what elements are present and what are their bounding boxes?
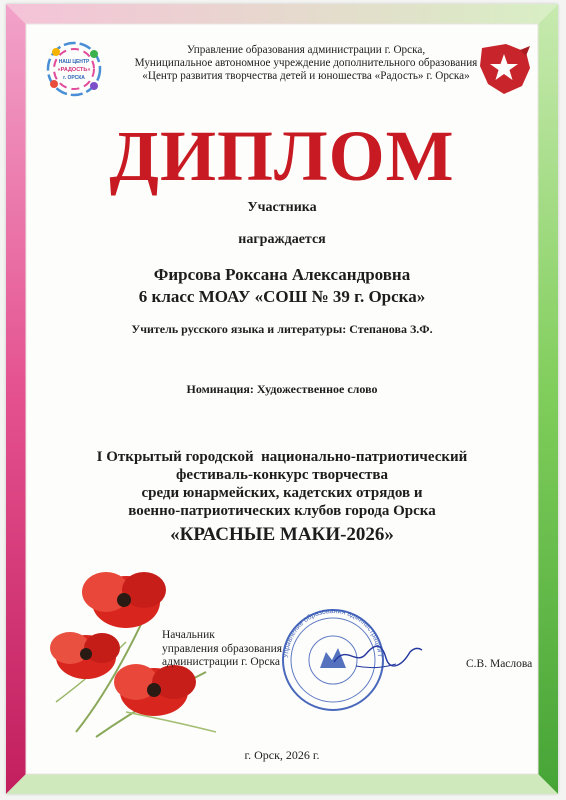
- recipient-name: Фирсова Роксана Александровна: [153, 265, 411, 284]
- event-line-1: I Открытый городской национально-патриотический: [96, 449, 468, 465]
- event-line-2: фестиваль-конкурс творчества: [176, 467, 388, 483]
- center-logo: [44, 38, 104, 100]
- teacher-line: Учитель русского языка и литературы: Степанова З.Ф.: [131, 322, 433, 336]
- svg-text:г. ОРСКА: г. ОРСКА: [63, 75, 85, 81]
- event-description: [6, 448, 558, 520]
- header-line-2: Муниципальное автономное учреждение дополнительного образования: [134, 57, 478, 69]
- handwritten-signature: [326, 636, 426, 676]
- signatory-name: С.В. Маслова: [466, 658, 533, 670]
- event-name: «КРАСНЫЕ МАКИ-2026»: [170, 524, 394, 545]
- stamp-text: Управление образования администрации г: [282, 607, 383, 659]
- diploma-sheet: [6, 4, 558, 794]
- recipient-school: 6 класс МОАУ «СОШ № 39 г. Орска»: [138, 287, 426, 306]
- signatory-title-2: управления образования: [162, 642, 283, 655]
- signatory-title: [162, 629, 282, 670]
- signatory-title-1: Начальник: [162, 629, 215, 641]
- nomination: Номинация: Художественное слово: [186, 382, 378, 396]
- place-and-date: г. Орск, 2026 г.: [244, 748, 320, 762]
- header-line-3: «Центр развития творчества детей и юношества «Радость» г. Орска»: [142, 70, 470, 82]
- event-line-4: военно-патриотических клубов города Орска: [128, 503, 436, 519]
- signatory-title-3: администрации г. Орска: [162, 656, 281, 668]
- header-organization: [126, 44, 486, 83]
- awarded-text: награждается: [238, 232, 326, 247]
- recipient-category: Участника: [247, 200, 317, 215]
- event-line-3: среди юнармейских, кадетских отрядов и: [141, 485, 423, 501]
- header-line-1: Управление образования администрации г. Орска,: [186, 44, 426, 56]
- diploma-title: ДИПЛОМ: [109, 116, 455, 196]
- yunarmia-emblem-icon: [476, 42, 532, 96]
- svg-text:НАШ ЦЕНТР: НАШ ЦЕНТР: [58, 59, 90, 65]
- svg-text:«РАДОСТЬ»: «РАДОСТЬ»: [57, 67, 91, 73]
